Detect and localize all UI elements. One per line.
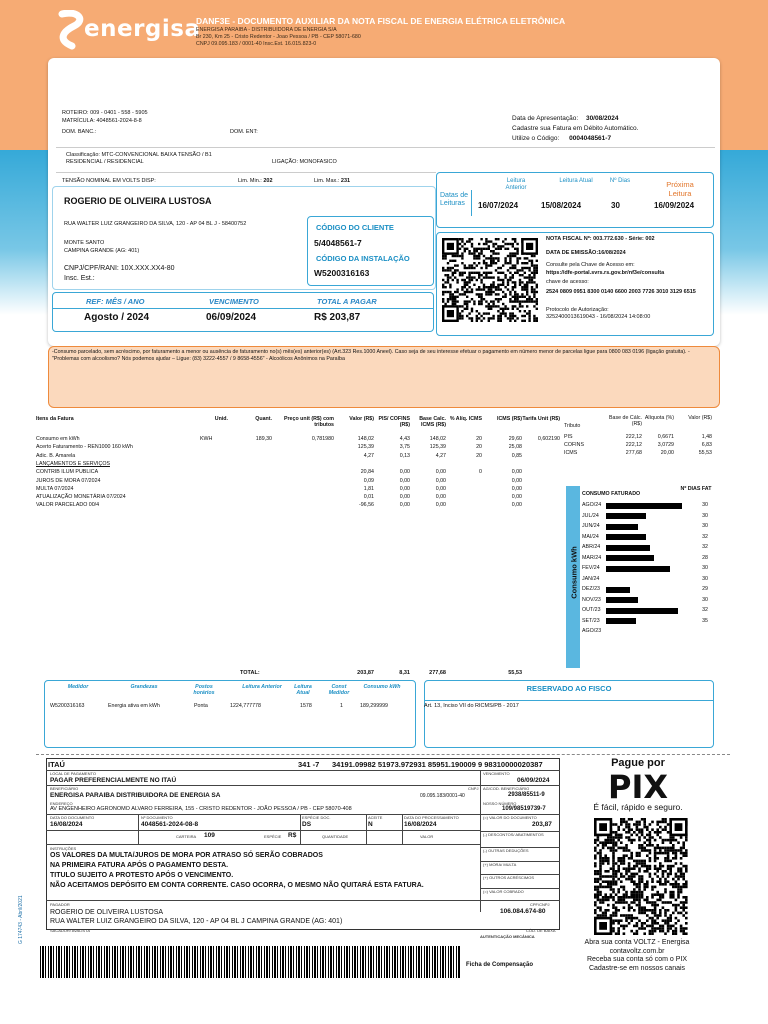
lim-min: 202	[263, 178, 273, 184]
cut-line	[36, 754, 730, 755]
items-total: 203,87	[357, 670, 374, 676]
document-title: DANF3E - DOCUMENTO AUXILIAR DA NOTA FISCAL DE ENERGIA ELÉTRICA ELETRÔNICA	[196, 16, 566, 26]
meter-header-5: Const Medidor	[328, 684, 350, 696]
slip-bank: ITAÚ	[48, 760, 65, 769]
data-documento: 16/08/2024	[50, 821, 83, 828]
pagador-cpf: 106.084.674-80	[500, 908, 546, 915]
chart-days: 32	[702, 544, 708, 550]
items-cell: 0,13	[399, 452, 410, 459]
aceite-label: ACEITE	[368, 815, 383, 820]
slip-cnpj: 09.095.183/0001-40	[420, 793, 465, 799]
items-header-9: Tarifa Unit (R$)	[522, 416, 560, 422]
chart-bar	[606, 597, 638, 603]
company-cnpj: CNPJ 09.095.183 / 0001-40 Insc.Est. 16.015.823-0	[196, 41, 317, 47]
items-cell: 0,00	[511, 494, 522, 501]
total-pagar-label: TOTAL A PAGAR	[317, 297, 377, 306]
tributo-cell: 222,12	[625, 442, 642, 448]
pagador-endereco: RUA WALTER LUIZ GRANGEIRO DA SILVA, 120 - AP 04 BL J CAMPINA GRANDE (AG: 401)	[50, 918, 343, 925]
chart-category-label: FEV/24	[582, 565, 600, 571]
meter-header-3: Leitura Anterior	[242, 684, 282, 690]
voltz-line-2[interactable]: contavoltz.com.br	[609, 947, 665, 955]
items-cell: 4,43	[399, 436, 410, 442]
items-cell: 148,02	[357, 436, 374, 442]
instrucao-1: OS VALORES DA MULTA/JUROS DE MORA POR ATRASO SÓ SERÃO COBRADOS	[50, 852, 323, 859]
valor-cobrado-label: (=) VALOR COBRADO	[483, 889, 524, 894]
lim-max-label: Lim. Max.:	[314, 178, 340, 184]
ref-mes: Agosto / 2024	[84, 312, 150, 323]
chart-category-label: MAR/24	[582, 554, 602, 561]
meter-cell: Energia ativa em kWh	[108, 703, 160, 709]
items-cell: Consumo em kWh	[36, 436, 80, 442]
ficha-compensacao: Ficha de Compensação	[466, 962, 534, 968]
pix-qr-code-icon[interactable]	[594, 818, 688, 936]
nosso-label: NOSSO NÚMERO	[483, 801, 517, 806]
items-total: 277,68	[429, 670, 446, 676]
valor-documento: 203,87	[532, 821, 552, 828]
benef-label: BENEFICIÁRIO	[50, 786, 79, 791]
data-apresentacao-label: Data de Apresentação:	[512, 115, 579, 122]
classificacao: Classificação: MTC-CONVENCIONAL BAIXA TENSÃO / B1	[66, 152, 212, 158]
items-cell: VALOR PARCELADO 00/4	[36, 502, 100, 509]
descontos-label: (-) DESCONTOS/ ABATIMENTOS	[483, 832, 544, 837]
chart-bar	[606, 587, 630, 593]
slip-venc-label: VENCIMENTO	[483, 771, 510, 776]
tributo-cell: 1,48	[701, 434, 712, 440]
items-cell: KWH	[200, 436, 213, 442]
pix-facil: É fácil, rápido e seguro.	[593, 802, 683, 812]
chart-days: 30	[702, 502, 708, 508]
especie-doc-label: ESPÉCIE DOC.	[302, 815, 331, 820]
chart-category-label: JUN/24	[582, 523, 600, 529]
chart-ylabel: Consumo kWh	[569, 546, 579, 599]
items-cell: -96,56	[358, 502, 374, 509]
pix-pague: Pague por	[611, 757, 665, 769]
chart-days: 30	[702, 596, 708, 603]
items-total: 8,31	[399, 670, 410, 676]
chart-bar	[606, 534, 646, 540]
tributo-cell: 20,00	[660, 450, 674, 456]
data-apresentacao: 30/08/2024	[585, 115, 619, 122]
customer-city: CAMPINA GRANDE (AG: 401)	[64, 248, 140, 254]
local-pagamento: PAGAR PREFERENCIALMENTE NO ITAÚ	[50, 777, 177, 784]
dom-ent: DOM. ENT:	[230, 129, 258, 135]
chart-days: 30	[702, 575, 708, 582]
items-cell: 0,00	[435, 469, 446, 476]
codigo-label: Utilize o Código:	[512, 135, 560, 142]
meter-cell: 189,299999	[360, 703, 388, 709]
items-cell: 25,08	[508, 444, 522, 451]
carteira-label: CARTEIRA	[176, 834, 197, 839]
customer-cpf: CNPJ/CPF/RANI: 10X.XXX.XX4-80	[64, 265, 175, 272]
items-cell: CONTRIB ILUM PUBLICA	[36, 469, 99, 476]
items-cell: LANÇAMENTOS E SERVIÇOS	[36, 460, 110, 467]
chart-days: 32	[702, 607, 708, 613]
valor-doc-label: (=) VALOR DO DOCUMENTO	[483, 815, 537, 820]
avalista-label: SACADOR/ AVALISTA	[50, 928, 91, 933]
classe-residencial: RESIDENCIAL / RESIDENCIAL	[66, 159, 144, 165]
items-cell: 29,60	[508, 436, 522, 442]
tributo-cell: COFINS	[564, 442, 585, 448]
end-label: ENDEREÇO	[50, 801, 73, 806]
barcode-icon	[40, 946, 460, 978]
leitura-anterior: 16/07/2024	[478, 201, 519, 210]
customer-street: RUA WALTER LUIZ GRANGEIRO DA SILVA, 120 - AP 04 BL J - 58400752	[64, 221, 247, 227]
tributo-cell: PIS	[564, 434, 573, 440]
consumption-chart	[566, 486, 714, 668]
meter-header-1: Grandezas	[130, 684, 158, 690]
meter-header-4: Leitura Atual	[294, 684, 312, 696]
especie: R$	[288, 832, 297, 839]
local-label: LOCAL DE PAGAMENTO	[50, 771, 96, 776]
chart-category-label: JUL/24	[582, 512, 599, 519]
meter-cell: 1	[340, 703, 343, 709]
leitura-atual: 15/08/2024	[541, 201, 582, 210]
chave-acesso: 2524 0809 0951 8300 0140 6600 2003 7726 3010 3129 6515	[546, 289, 696, 295]
beneficiario: ENERGISA PARAIBA DISTRIBUIDORA DE ENERGIA SA	[50, 792, 221, 799]
ref-label: REF: MÊS / ANO	[86, 297, 145, 306]
outros-acrescimos-label: (+) OUTROS ACRÉSCIMOS	[483, 875, 535, 880]
valor-label: VALOR	[420, 834, 434, 839]
items-cell: 0,00	[399, 494, 410, 501]
tributo-cell: 277,68	[625, 450, 642, 456]
items-cell: 0	[479, 469, 482, 476]
carteira: 109	[204, 832, 215, 839]
codigo-cliente: 5/4048561-7	[314, 238, 362, 248]
items-cell: 0,01	[363, 494, 374, 501]
items-cell: 0,00	[399, 469, 410, 476]
datas-leituras-label: Datas de Leituras	[440, 192, 469, 207]
items-cell: 4,27	[363, 452, 374, 459]
agencia: 2938/85511-9	[508, 792, 545, 798]
chart-category-label: JAN/24	[582, 575, 600, 582]
meter-cell: Ponta	[194, 703, 208, 709]
chart-bar	[606, 618, 636, 624]
divider	[56, 172, 436, 173]
nota-consulte: Consulte pela Chave de Acesso em:	[546, 262, 635, 268]
meter-cell: 1578	[300, 703, 312, 709]
items-cell: 0,09	[363, 477, 374, 484]
items-cell: ATUALIZAÇÃO MONETÁRIA 07/2024	[36, 494, 126, 501]
chart-days-label: Nº DIAS FAT	[680, 486, 712, 492]
autenticacao-label: AUTENTICAÇÃO MECÂNICA	[480, 934, 535, 939]
numero-documento: 4048561-2024-08-8	[141, 821, 199, 828]
chave-label: chave de acesso:	[546, 279, 589, 285]
ligacao: LIGAÇÃO: MONOFASICO	[272, 159, 337, 165]
especie-doc: DS	[302, 821, 312, 828]
items-cell: 0,781980	[311, 436, 334, 442]
voltz-line-4: Cadastre-se em nossos canais	[588, 964, 686, 972]
notice-text: -Consumo parcelado, sem acréscimo, por faturamento a menor ou ausência de faturamento no(s) mês(es) anterior(es) (Art.323 Res.1000 Aneel). Caso seja de seu interesse efetuar o pagamento em número menor de parcelas ligue para 0800 083 0196 (ligação gratuita). -"Problemas com alcoolismo? Nós podemos ajudar – Ligue: (83) 3222-4557 / 9 8658-4556" - Alcoólicos Anônimos na Paraíba	[52, 349, 690, 362]
items-cell: 0,00	[511, 477, 522, 484]
protocolo: 3252400013619043 - 16/08/2024 14:08:00	[546, 314, 651, 320]
chart-bar	[606, 503, 682, 509]
dom-banc: DOM. BANC.:	[62, 129, 97, 135]
meter-cell: 1224,777778	[230, 703, 261, 709]
dias: 30	[611, 201, 620, 210]
items-cell: 20	[476, 436, 482, 442]
meter-header-2: Postos horários	[193, 684, 215, 696]
items-cell: 148,02	[429, 436, 446, 442]
chart-bar	[606, 545, 650, 551]
lim-max: 231	[340, 178, 351, 184]
datadoc-label: DATA DO DOCUMENTO	[50, 815, 95, 820]
items-header-5: PIS/ COFINS (R$)	[378, 416, 410, 428]
cpf-label: CPF/CNPJ	[530, 902, 550, 907]
total-pagar: R$ 203,87	[314, 312, 361, 323]
roteiro: ROTEIRO: 009 - 0401 - 558 - 5905	[62, 110, 148, 116]
items-cell: 0,00	[435, 477, 446, 484]
slip-venc: 06/09/2024	[517, 777, 550, 784]
chart-bar	[606, 524, 638, 530]
items-cell: 0,00	[435, 502, 446, 509]
tensao-nominal: TENSÃO NOMINAL EM VOLTS DISP:	[62, 178, 156, 184]
customer-name: ROGERIO DE OLIVEIRA LUSTOSA	[64, 196, 212, 206]
codigo-cliente-label: CÓDIGO DO CLIENTE	[316, 223, 394, 232]
chart-days: 28	[702, 554, 708, 561]
chart-category-label: AGO/23	[582, 628, 602, 634]
outras-deducoes-label: (-) OUTRAS DEDUÇÕES	[483, 848, 529, 853]
tributo-cell: ICMS	[564, 450, 578, 456]
items-header-3: Preço unit (R$) com tributos	[283, 416, 334, 428]
items-header-1: Unid.	[214, 416, 228, 422]
proxima-leitura: 16/09/2024	[654, 201, 695, 210]
chart-bar	[606, 513, 646, 519]
items-cell: 0,00	[511, 502, 522, 509]
nosso-numero: 109/98519739-7	[502, 806, 546, 812]
items-cell: MULTA 07/2024	[36, 485, 74, 492]
items-cell: 20	[476, 444, 482, 451]
ndoc-label: Nº DOCUMENTO	[141, 815, 173, 820]
nota-url[interactable]: https://dfe-portal.svrs.rs.gov.br/nf3e/consulta	[546, 270, 665, 276]
divider	[56, 147, 715, 148]
company-address: Br 230, Km 25 - Cristo Redentor - Joao Pessoa / PB - CEP 58071-680	[196, 34, 361, 40]
instrucao-4: NÃO ACEITAMOS DEPÓSITO EM CONTA CORRENTE. CASO OCORRA, O MESMO NÃO QUITARÁ ESTA FATURA.	[50, 882, 424, 889]
quantidade-label: QUANTIDADE	[322, 834, 349, 839]
pagador: ROGERIO DE OLIVEIRA LUSTOSA	[50, 909, 164, 916]
leitura-anterior-label: Leitura Anterior	[505, 178, 527, 191]
vencimento-label: VENCIMENTO	[209, 297, 259, 306]
slip-digitable-line: 34191.09982 51973.972931 85951.190009 9 98310000020387	[332, 760, 543, 769]
tributo-cell: 55,53	[698, 450, 712, 456]
items-cell: 0,00	[511, 485, 522, 492]
mora-label: (+) MORA/ MULTA	[483, 862, 517, 867]
fisco-label: RESERVADO AO FISCO	[526, 684, 612, 693]
fisco-text: Art. 13, Inciso VII do RICMS/PB - 2017	[424, 703, 519, 709]
items-cell: 20,84	[360, 469, 374, 476]
protocolo-label: Protocolo de Autorização:	[546, 307, 609, 313]
items-cell: 0,00	[511, 469, 522, 476]
tributo-cell: 6,83	[701, 442, 712, 448]
items-header-8: ICMS (R$)	[496, 416, 522, 422]
items-cell: 0,00	[435, 485, 446, 492]
tributo-cell: 3,0729	[657, 442, 674, 448]
meter-header-6: Consumo kWh	[363, 684, 401, 690]
chart-days: 35	[702, 617, 708, 624]
dias-label: Nº Dias	[609, 178, 631, 184]
items-cell: 0,602190	[537, 436, 560, 442]
tributo-header-1: Base de Cálc.(R$)	[609, 415, 642, 427]
chart-category-label: DEZ/23	[582, 586, 600, 592]
items-cell: JUROS DE MORA 07/2024	[36, 477, 101, 484]
items-cell: Acerto Faturamento - REN1000 160 kWh	[36, 444, 133, 451]
items-cell: 1,81	[363, 485, 374, 492]
vencimento: 06/09/2024	[206, 312, 257, 323]
proxima-leitura-label: Próxima Leitura	[666, 180, 694, 198]
chart-category-label: AGO/24	[582, 502, 602, 508]
meter-header-0: Medidor	[67, 684, 89, 690]
chart-title: CONSUMO FATURADO	[582, 491, 641, 497]
data-processamento: 16/08/2024	[404, 821, 437, 828]
agencia-label: AG/COD. BENEFICIÁRIO	[483, 786, 530, 791]
items-cell: 20	[476, 452, 482, 459]
chart-days: 30	[702, 565, 708, 571]
form-code: G 174743 - Abril/2021	[18, 895, 24, 944]
items-cell: 189,30	[255, 436, 272, 442]
voltz-line-1: Abra sua conta VOLTZ - Energisa	[584, 939, 690, 946]
cod-baixa-label: CÓD. DE BAIXA	[526, 928, 556, 933]
nota-emissao: DATA DE EMISSÃO:16/08/2024	[546, 250, 626, 256]
aceite: N	[368, 821, 373, 828]
chart-category-label: SET/23	[582, 617, 600, 624]
codigo-instalacao-label: CÓDIGO DA INSTALAÇÃO	[316, 254, 410, 263]
chart-days: 30	[702, 523, 708, 529]
customer-district: MONTE SANTO	[64, 240, 105, 246]
company-name: ENERGISA PARAIBA - DISTRIBUIDORA DE ENERGIA S/A	[196, 27, 337, 33]
lim-min-label: Lim. Min.:	[238, 178, 262, 184]
customer-insc: Insc. Est.:	[64, 275, 95, 282]
leitura-atual-label: Leitura Atual	[559, 178, 593, 184]
instrucoes-label: INSTRUÇÕES	[50, 846, 77, 851]
codigo-debito: 0004048561-7	[569, 135, 612, 142]
pagador-label: PAGADOR	[50, 902, 70, 907]
chart-days: 29	[702, 586, 708, 592]
especie-label: ESPÉCIE	[264, 834, 282, 839]
dataproc-label: DATA DO PROCESSAMENTO	[404, 815, 459, 820]
cnpj-label: CNPJ	[468, 786, 479, 791]
instrucao-2: NA PRIMEIRA FATURA APÓS O PAGAMENTO DESTA.	[50, 862, 229, 869]
pix-logo: PIX	[607, 768, 669, 806]
items-cell: 0,00	[435, 494, 446, 501]
items-cell: 0,00	[399, 485, 410, 492]
debito-automatico: Cadastre sua Fatura em Débito Automático.	[512, 125, 639, 132]
chart-category-label: ABR/24	[582, 544, 601, 550]
items-header-2: Quant.	[255, 416, 272, 422]
items-cell: 4,27	[435, 452, 446, 459]
items-cell: 3,75	[399, 444, 410, 451]
items-cell: 0,00	[399, 502, 410, 509]
qr-code-icon	[442, 238, 538, 324]
nota-numero: NOTA FISCAL Nº: 003.772.630 - Série: 002	[546, 236, 655, 242]
matricula: MATRÍCULA: 4048561-2024-8-8	[62, 118, 142, 124]
items-cell: 125,39	[429, 444, 446, 451]
tributo-cell: 222,12	[625, 434, 642, 440]
items-header-4: Valor (R$)	[349, 416, 374, 422]
instrucao-3: TITULO SUJEITO A PROTESTO APÓS O VENCIMENTO.	[50, 872, 234, 879]
chart-days: 32	[702, 533, 708, 540]
voltz-line-3: Receba sua conta só com o PIX	[587, 956, 687, 963]
chart-days: 30	[702, 512, 708, 519]
tributo-header-0: Tributo	[564, 423, 581, 429]
tributo-header-2: Alíquota (%)	[644, 415, 674, 421]
chart-category-label: MAI/24	[582, 533, 599, 540]
chart-category-label: NOV/23	[582, 596, 601, 603]
tributo-header-3: Valor (R$)	[688, 415, 712, 421]
items-cell: Adic. B. Amarela	[36, 452, 76, 459]
codigo-instalacao: W5200316163	[314, 268, 370, 278]
chart-bar	[606, 555, 654, 561]
beneficiario-endereco: AV ENGENHEIRO AGRONOMO ALVARO FERREIRA, 155 - CRISTO REDENTOR - JOÃO PESSOA / PB - CEP 58070-408	[50, 806, 352, 812]
items-cell: 0,85	[511, 452, 522, 459]
items-cell: 0,00	[399, 477, 410, 484]
chart-bar	[606, 608, 678, 614]
items-header-7: % Alíq. ICMS	[449, 416, 482, 422]
slip-bank-code: 341 -7	[298, 760, 320, 769]
meter-cell: W5200316163	[50, 703, 85, 709]
items-cell: 125,39	[357, 444, 374, 451]
items-header-6: Base Calc. ICMS (R$)	[419, 416, 446, 428]
tributo-cell: 0,6671	[657, 434, 674, 440]
items-total-label: TOTAL:	[240, 670, 260, 676]
chart-category-label: OUT/23	[582, 607, 601, 613]
chart-bar	[606, 566, 670, 572]
items-header-0: Itens da Fatura	[36, 416, 74, 422]
items-total: 55,53	[508, 670, 522, 676]
brand-name: energisa	[84, 16, 201, 42]
